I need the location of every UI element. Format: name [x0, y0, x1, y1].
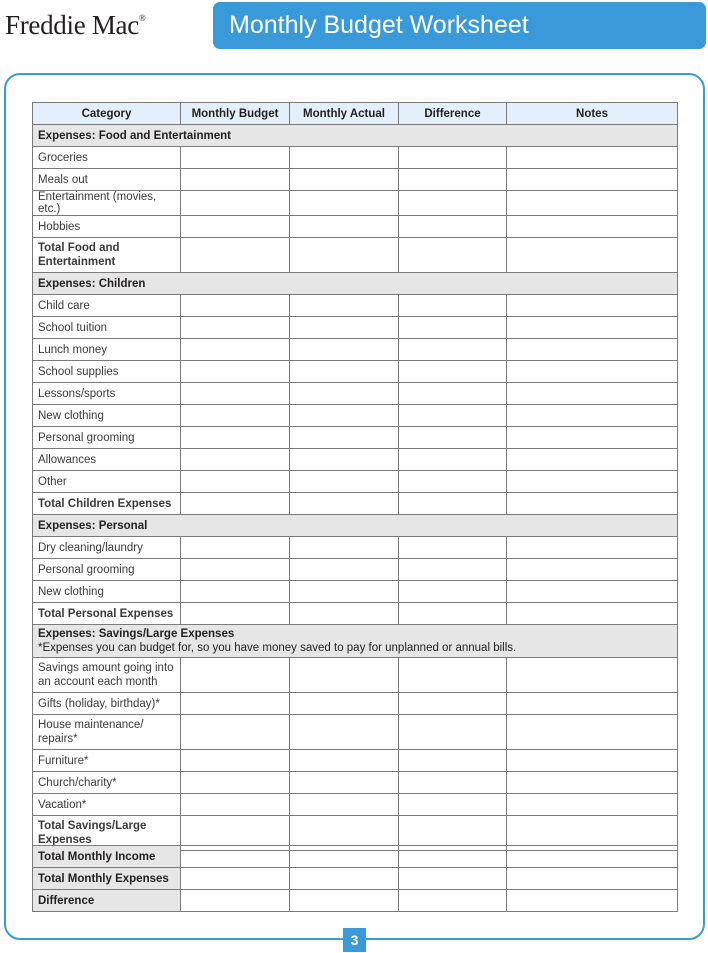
row-label: Personal grooming — [33, 427, 181, 449]
actual-cell[interactable] — [290, 361, 399, 383]
row-label: Meals out — [33, 169, 181, 191]
actual-cell[interactable] — [290, 868, 399, 890]
notes-cell[interactable] — [507, 750, 678, 772]
notes-cell[interactable] — [507, 559, 678, 581]
budget-cell[interactable] — [181, 216, 290, 238]
summary-label: Total Monthly Expenses — [33, 868, 181, 890]
difference-cell[interactable] — [399, 427, 507, 449]
section-personal — [33, 515, 678, 537]
row-label: Vacation* — [33, 794, 181, 816]
budget-cell[interactable] — [181, 493, 290, 515]
difference-cell[interactable] — [399, 361, 507, 383]
row-label: Savings amount going into an account each month — [33, 658, 181, 693]
notes-cell[interactable] — [507, 147, 678, 169]
actual-cell[interactable] — [290, 537, 399, 559]
budget-cell[interactable] — [181, 317, 290, 339]
total-label: Total Children Expenses — [33, 493, 181, 515]
actual-cell[interactable] — [290, 794, 399, 816]
difference-cell[interactable] — [399, 868, 507, 890]
total-label: Total Personal Expenses — [33, 603, 181, 625]
budget-cell[interactable] — [181, 295, 290, 317]
budget-cell[interactable] — [181, 471, 290, 493]
difference-cell[interactable] — [399, 471, 507, 493]
table-row — [33, 772, 678, 794]
table-row — [33, 794, 678, 816]
notes-cell[interactable] — [507, 715, 678, 750]
notes-cell[interactable] — [507, 427, 678, 449]
registered-mark: ® — [138, 13, 146, 23]
difference-cell[interactable] — [399, 295, 507, 317]
total-row — [33, 238, 678, 273]
budget-cell[interactable] — [181, 169, 290, 191]
row-label: Church/charity* — [33, 772, 181, 794]
row-label: Gifts (holiday, birthday)* — [33, 693, 181, 715]
difference-cell[interactable] — [399, 794, 507, 816]
budget-cell[interactable] — [181, 846, 290, 868]
budget-cell[interactable] — [181, 868, 290, 890]
actual-cell[interactable] — [290, 603, 399, 625]
budget-cell[interactable] — [181, 772, 290, 794]
difference-cell[interactable] — [399, 339, 507, 361]
budget-cell[interactable] — [181, 603, 290, 625]
actual-cell[interactable] — [290, 169, 399, 191]
row-label: Child care — [33, 295, 181, 317]
summary-row-income — [33, 846, 678, 868]
actual-cell[interactable] — [290, 581, 399, 603]
page-title-banner — [213, 2, 706, 49]
row-label: House maintenance/ repairs* — [33, 715, 181, 750]
budget-cell[interactable] — [181, 581, 290, 603]
notes-cell[interactable] — [507, 216, 678, 238]
budget-cell[interactable] — [181, 715, 290, 750]
table-row — [33, 715, 678, 750]
notes-cell[interactable] — [507, 794, 678, 816]
budget-cell[interactable] — [181, 537, 290, 559]
budget-cell[interactable] — [181, 383, 290, 405]
table-row — [33, 169, 678, 191]
actual-cell[interactable] — [290, 405, 399, 427]
budget-cell[interactable] — [181, 794, 290, 816]
budget-cell[interactable] — [181, 890, 290, 912]
difference-cell[interactable] — [399, 537, 507, 559]
budget-cell[interactable] — [181, 147, 290, 169]
budget-cell[interactable] — [181, 658, 290, 693]
difference-cell[interactable] — [399, 449, 507, 471]
table-row — [33, 449, 678, 471]
table-row — [33, 317, 678, 339]
total-row — [33, 493, 678, 515]
notes-cell[interactable] — [507, 317, 678, 339]
budget-cell[interactable] — [181, 449, 290, 471]
section-savings — [33, 625, 678, 658]
budget-cell[interactable] — [181, 339, 290, 361]
actual-cell[interactable] — [290, 471, 399, 493]
notes-cell[interactable] — [507, 537, 678, 559]
notes-cell[interactable] — [507, 339, 678, 361]
notes-cell[interactable] — [507, 238, 678, 273]
difference-cell[interactable] — [399, 658, 507, 693]
row-label: School supplies — [33, 361, 181, 383]
budget-cell[interactable] — [181, 405, 290, 427]
difference-cell[interactable] — [399, 559, 507, 581]
col-header-monthly-actual: Monthly Actual — [290, 103, 399, 125]
table-row — [33, 658, 678, 693]
table-row — [33, 361, 678, 383]
notes-cell[interactable] — [507, 493, 678, 515]
difference-cell[interactable] — [399, 238, 507, 273]
notes-cell[interactable] — [507, 890, 678, 912]
notes-cell[interactable] — [507, 772, 678, 794]
budget-table — [32, 102, 678, 851]
summary-row-difference — [33, 890, 678, 912]
actual-cell[interactable] — [290, 216, 399, 238]
actual-cell[interactable] — [290, 559, 399, 581]
actual-cell[interactable] — [290, 693, 399, 715]
brand-name: Freddie Mac — [5, 10, 139, 40]
section-heading — [33, 625, 678, 658]
total-label: Total Food and Entertainment — [33, 238, 181, 273]
notes-cell[interactable] — [507, 581, 678, 603]
table-row — [33, 216, 678, 238]
actual-cell[interactable] — [290, 238, 399, 273]
notes-cell[interactable] — [507, 603, 678, 625]
actual-cell[interactable] — [290, 772, 399, 794]
budget-cell[interactable] — [181, 191, 290, 216]
table-row — [33, 147, 678, 169]
difference-cell[interactable] — [399, 493, 507, 515]
notes-cell[interactable] — [507, 471, 678, 493]
brand-logo — [5, 10, 145, 41]
actual-cell[interactable] — [290, 427, 399, 449]
summary-row-expenses — [33, 868, 678, 890]
notes-cell[interactable] — [507, 169, 678, 191]
table-row — [33, 537, 678, 559]
table-row — [33, 559, 678, 581]
section-note: *Expenses you can budget for, so you have money saved to pay for unplanned or annual bills. — [38, 642, 517, 654]
section-title: Expenses: Savings/Large Expenses — [38, 628, 235, 640]
difference-cell[interactable] — [399, 772, 507, 794]
actual-cell[interactable] — [290, 846, 399, 868]
difference-cell[interactable] — [399, 383, 507, 405]
budget-cell[interactable] — [181, 238, 290, 273]
actual-cell[interactable] — [290, 750, 399, 772]
row-label: Dry cleaning/laundry — [33, 537, 181, 559]
total-row — [33, 603, 678, 625]
summary-table — [32, 845, 678, 912]
row-label: New clothing — [33, 405, 181, 427]
row-label: New clothing — [33, 581, 181, 603]
table-row — [33, 750, 678, 772]
table-row — [33, 405, 678, 427]
col-header-category: Category — [33, 103, 181, 125]
difference-cell[interactable] — [399, 147, 507, 169]
row-label: Hobbies — [33, 216, 181, 238]
header-row — [33, 103, 678, 125]
actual-cell[interactable] — [290, 890, 399, 912]
difference-cell[interactable] — [399, 750, 507, 772]
actual-cell[interactable] — [290, 493, 399, 515]
row-label: Entertainment (movies, etc.) — [33, 191, 181, 216]
section-food — [33, 125, 678, 147]
col-header-difference: Difference — [399, 103, 507, 125]
actual-cell[interactable] — [290, 383, 399, 405]
page-number: 3 — [343, 928, 366, 952]
difference-cell[interactable] — [399, 890, 507, 912]
notes-cell[interactable] — [507, 361, 678, 383]
section-heading: Expenses: Personal — [33, 515, 678, 537]
actual-cell[interactable] — [290, 147, 399, 169]
budget-cell[interactable] — [181, 750, 290, 772]
table-row — [33, 581, 678, 603]
difference-cell[interactable] — [399, 317, 507, 339]
col-header-monthly-budget: Monthly Budget — [181, 103, 290, 125]
actual-cell[interactable] — [290, 658, 399, 693]
row-label: Furniture* — [33, 750, 181, 772]
table-row — [33, 693, 678, 715]
notes-cell[interactable] — [507, 449, 678, 471]
actual-cell[interactable] — [290, 339, 399, 361]
difference-cell[interactable] — [399, 715, 507, 750]
actual-cell[interactable] — [290, 295, 399, 317]
budget-cell[interactable] — [181, 693, 290, 715]
actual-cell[interactable] — [290, 317, 399, 339]
page-title: Monthly Budget Worksheet — [229, 11, 529, 39]
section-children — [33, 273, 678, 295]
difference-cell[interactable] — [399, 603, 507, 625]
summary-label: Total Monthly Income — [33, 846, 181, 868]
difference-cell[interactable] — [399, 216, 507, 238]
row-label: Personal grooming — [33, 559, 181, 581]
summary-label: Difference — [33, 890, 181, 912]
table-row — [33, 471, 678, 493]
notes-cell[interactable] — [507, 383, 678, 405]
budget-cell[interactable] — [181, 427, 290, 449]
notes-cell[interactable] — [507, 846, 678, 868]
notes-cell[interactable] — [507, 868, 678, 890]
notes-cell[interactable] — [507, 658, 678, 693]
difference-cell[interactable] — [399, 169, 507, 191]
table-row — [33, 383, 678, 405]
table-row — [33, 339, 678, 361]
difference-cell[interactable] — [399, 581, 507, 603]
row-label: Lessons/sports — [33, 383, 181, 405]
difference-cell[interactable] — [399, 191, 507, 216]
budget-cell[interactable] — [181, 361, 290, 383]
row-label: Allowances — [33, 449, 181, 471]
notes-cell[interactable] — [507, 191, 678, 216]
difference-cell[interactable] — [399, 405, 507, 427]
section-heading: Expenses: Food and Entertainment — [33, 125, 678, 147]
notes-cell[interactable] — [507, 405, 678, 427]
difference-cell[interactable] — [399, 693, 507, 715]
notes-cell[interactable] — [507, 693, 678, 715]
budget-cell[interactable] — [181, 559, 290, 581]
actual-cell[interactable] — [290, 449, 399, 471]
difference-cell[interactable] — [399, 846, 507, 868]
table-row — [33, 295, 678, 317]
row-label: Other — [33, 471, 181, 493]
total-label: Total Savings/Large Expenses — [33, 816, 181, 851]
table-row — [33, 191, 678, 216]
notes-cell[interactable] — [507, 295, 678, 317]
row-label: Lunch money — [33, 339, 181, 361]
row-label: Groceries — [33, 147, 181, 169]
col-header-notes: Notes — [507, 103, 678, 125]
row-label: School tuition — [33, 317, 181, 339]
section-heading: Expenses: Children — [33, 273, 678, 295]
actual-cell[interactable] — [290, 715, 399, 750]
actual-cell[interactable] — [290, 191, 399, 216]
table-row — [33, 427, 678, 449]
